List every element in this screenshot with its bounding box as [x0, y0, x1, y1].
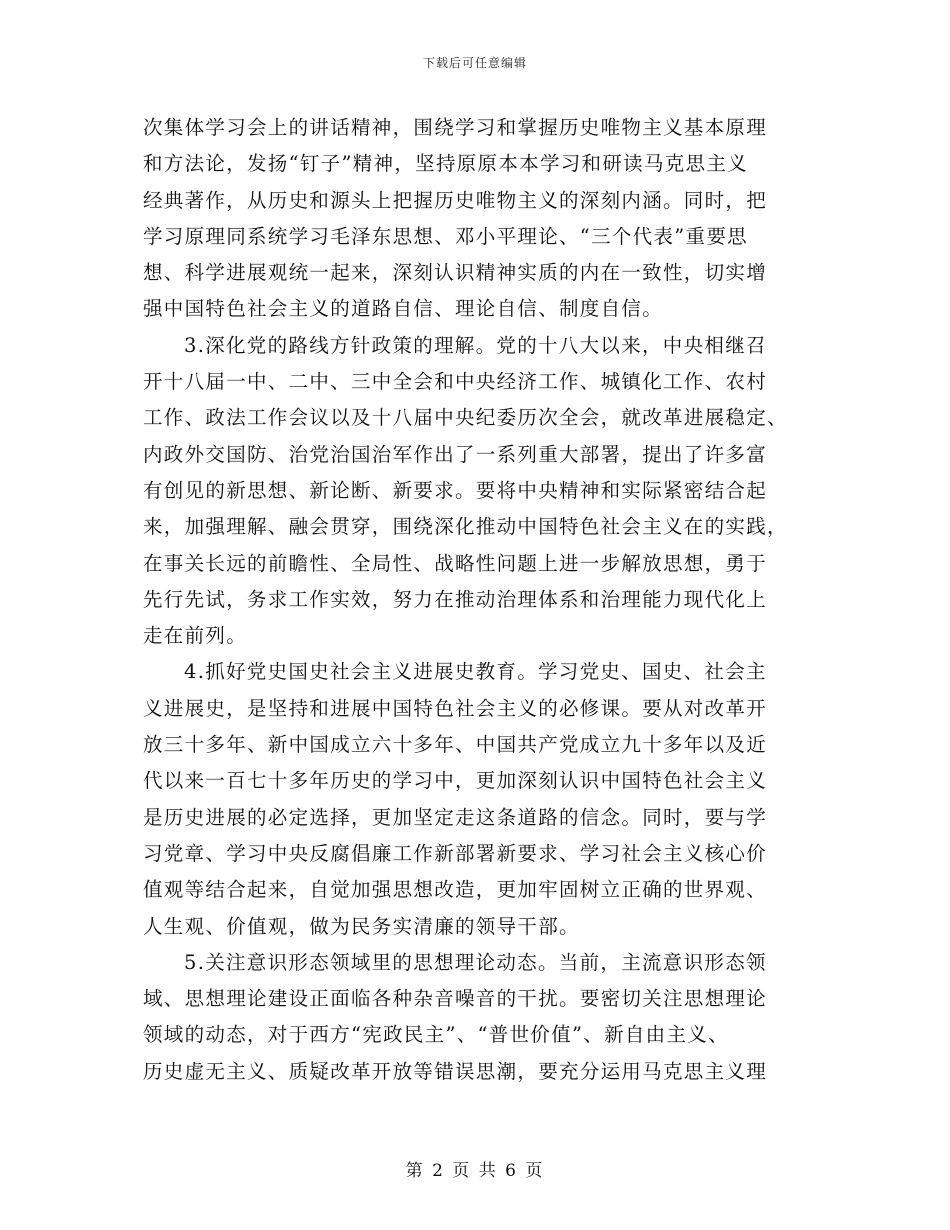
- text-line: 人生观、价值观，做为民务实清廉的领导干部。: [143, 914, 580, 938]
- text-line: 经典著作，从历史和源头上把握历史唯物主义的深刻内涵。同时，把: [143, 188, 768, 212]
- text-line: 义进展史，是坚持和进展中国特色社会主义的必修课。要从对改革开: [143, 696, 768, 720]
- document-body: [143, 110, 813, 1090]
- paragraph-3-start: 3.深化党的路线方针政策的理解。党的十八大以来，中央相继召: [184, 333, 767, 357]
- text-line: 和方法论，发扬“钉子”精神，坚持原原本本学习和研读马克思主义: [143, 152, 748, 176]
- text-line: 工作、政法工作会议以及十八届中央纪委历次全会，就改革进展稳定、: [143, 406, 788, 430]
- page-number: 第 2 页 共 6 页: [405, 1161, 545, 1181]
- text-line: 历史虚无主义、质疑改革开放等错误思潮，要充分运用马克思主义理: [143, 1059, 768, 1083]
- text-line: 值观等结合起来，自觉加强思想改造，更加牢固树立正确的世界观、: [143, 878, 768, 902]
- paragraph-5-start: 5.关注意识形态领域里的思想理论动态。当前，主流意识形态领: [184, 950, 767, 974]
- text-line: 代以来一百七十多年历史的学习中，更加深刻认识中国特色社会主义: [143, 769, 768, 793]
- text-line: 在事关长远的前瞻性、全局性、战略性问题上进一步解放思想，勇于: [143, 551, 768, 575]
- text-line: 域、思想理论建设正面临各种杂音噪音的干扰。要密切关注思想理论: [143, 987, 768, 1011]
- text-line: 有创见的新思想、新论断、新要求。要将中央精神和实际紧密结合起: [143, 478, 768, 502]
- text-line: 走在前列。: [143, 624, 248, 648]
- text-line: 强中国特色社会主义的道路自信、理论自信、制度自信。: [143, 297, 664, 321]
- text-line: 来，加强理解、融会贯穿，围绕深化推动中国特色社会主义在的实践，: [143, 515, 788, 539]
- text-line: 放三十多年、新中国成立六十多年、中国共产党成立九十多年以及近: [143, 733, 768, 757]
- text-line: 学习原理同系统学习毛泽东思想、邓小平理论、“三个代表”重要思: [143, 224, 748, 248]
- text-line: 先行先试，务求工作实效，努力在推动治理体系和治理能力现代化上: [143, 587, 768, 611]
- text-line: 想、科学进展观统一起来，深刻认识精神实质的内在一致性，切实增: [143, 261, 768, 285]
- text-line: 是历史进展的必定选择，更加坚定走这条道路的信念。同时，要与学: [143, 805, 768, 829]
- text-line: 次集体学习会上的讲话精神，围绕学习和掌握历史唯物主义基本原理: [143, 116, 768, 139]
- text-line: 习党章、学习中央反腐倡廉工作新部署新要求、学习社会主义核心价: [143, 841, 768, 865]
- paragraph-4-start: 4.抓好党史国史社会主义进展史教育。学习党史、国史、社会主: [184, 660, 767, 684]
- text-line: 内政外交国防、治党治国治军作出了一系列重大部署，提出了许多富: [143, 442, 768, 466]
- text-line: 领域的动态，对于西方“宪政民主”、“普世价值”、新自由主义、: [143, 1023, 729, 1047]
- text-line: 开十八届一中、二中、三中全会和中央经济工作、城镇化工作、农村: [143, 370, 768, 394]
- page-header: 下载后可任意编辑: [422, 56, 527, 70]
